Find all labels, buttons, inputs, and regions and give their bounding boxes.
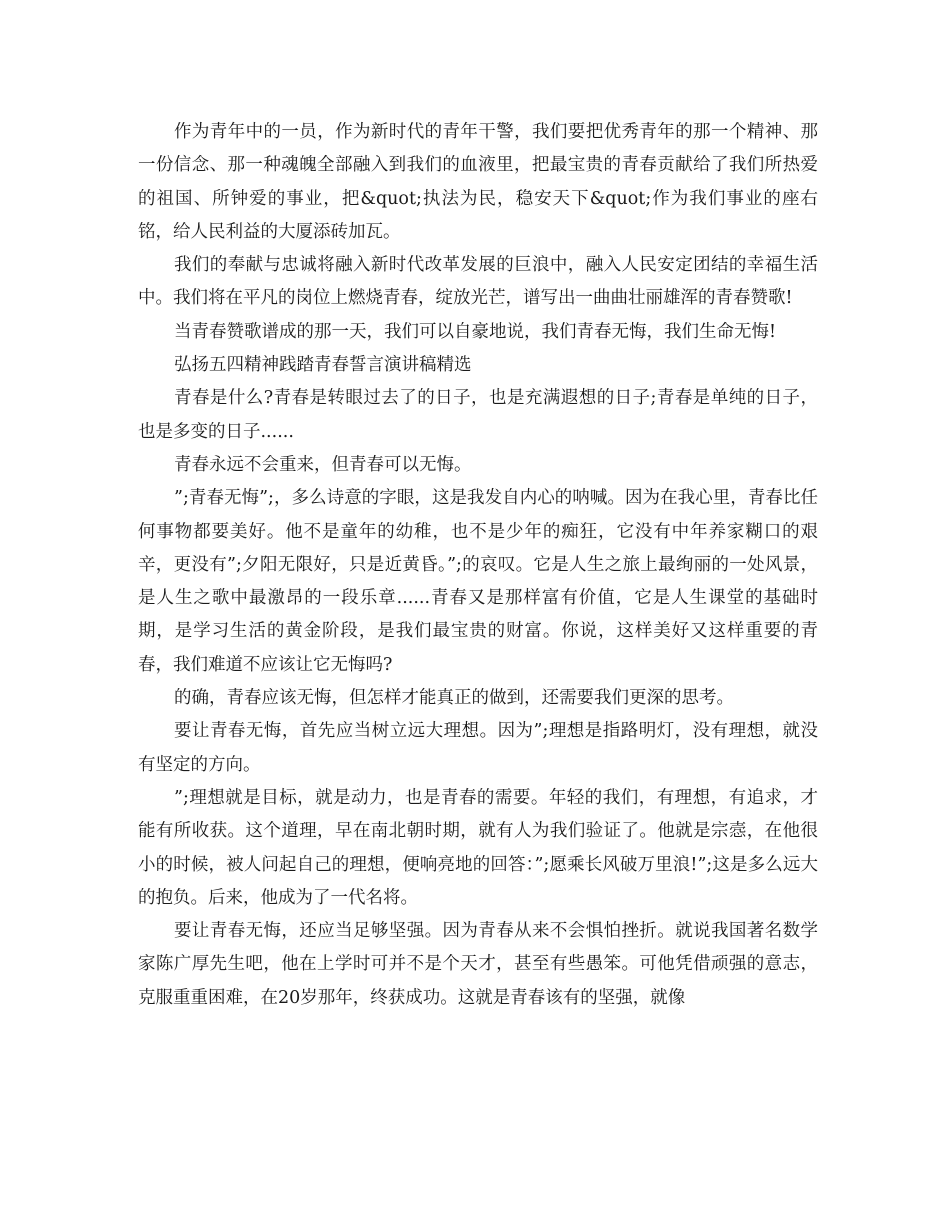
paragraph: 青春是什么?青春是转眼过去了的日子，也是充满遐想的日子;青春是单纯的日子，也是多变的日子...... [138,388,818,442]
document-body [138,116,818,1015]
paragraph: 当青春赞歌谱成的那一天，我们可以自豪地说，我们青春无悔，我们生命无悔! [174,321,777,342]
paragraph: 我们的奉献与忠诚将融入新时代改革发展的巨浪中，融入人民安定团结的幸福生活中。我们将在平凡的岗位上燃烧青春，绽放光芒，谱写出一曲曲壮丽雄浑的青春赞歌! [138,255,818,309]
paragraph: 作为青年中的一员，作为新时代的青年干警，我们要把优秀青年的那一个精神、那一份信念、那一种魂魄全部融入到我们的血液里，把最宝贵的青春贡献给了我们所热爱的祖国、所钟爱的事业，把&quot;执法为民，稳安天下&quot;作为我们事业的座右铭，给人民利益的大厦添砖加瓦。 [138,122,818,242]
paragraph: ”;青春无悔”;，多么诗意的字眼，这是我发自内心的呐喊。因为在我心里，青春比任何事物都要美好。他不是童年的幼稚，也不是少年的痴狂，它没有中年养家糊口的艰辛，更没有”;夕阳无限好，只是近黄昏。”;的哀叹。它是人生之旅上最绚丽的一处风景，是人生之歌中最激昂的一段乐章......青春又是那样富有价值，它是人生课堂的基础时期，是学习生活的黄金阶段，是我们最宝贵的财富。你说，这样美好又这样重要的青春，我们难道不应该让它无悔吗? [138,488,818,675]
paragraph: 青春永远不会重来，但青春可以无悔。 [174,454,472,475]
section-heading: 弘扬五四精神践踏青春誓言演讲稿精选 [174,355,472,376]
paragraph: 要让青春无悔，首先应当树立远大理想。因为”;理想是指路明灯，没有理想，就没有坚定的方向。 [138,721,818,775]
paragraph: 的确，青春应该无悔，但怎样才能真正的做到，还需要我们更深的思考。 [174,688,734,709]
paragraph: ”;理想就是目标，就是动力，也是青春的需要。年轻的我们，有理想，有追求，才能有所收获。这个道理，早在南北朝时期，就有人为我们验证了。他就是宗悫，在他很小的时候，被人问起自己的理想，便响亮地的回答：”;愿乘长风破万里浪!”;这是多么远大的抱负。后来，他成为了一代名将。 [138,787,818,908]
paragraph: 要让青春无悔，还应当足够坚强。因为青春从来不会惧怕挫折。就说我国著名数学家陈广厚先生吧，他在上学时可并不是个天才，甚至有些愚笨。可他凭借顽强的意志，克服重重困难，在20岁那年，终获成功。这就是青春该有的坚强，就像 [138,921,818,1008]
